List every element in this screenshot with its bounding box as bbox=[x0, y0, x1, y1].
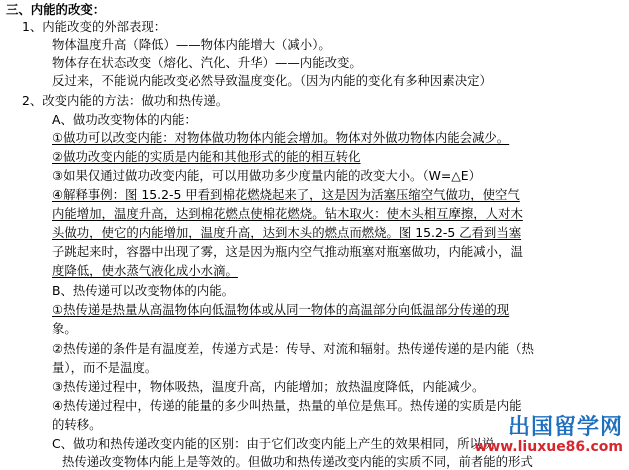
text-line: 量），而不是温度。 bbox=[52, 360, 158, 375]
text-line: ①热传递是热量从高温物体向低温物体或从同一物体的高温部分向低温部分传递的现 bbox=[52, 302, 510, 317]
text-line: 象。 bbox=[52, 321, 77, 336]
watermark-logo-text: 出国留学网 bbox=[507, 415, 623, 440]
text-line: 物体存在状态改变（熔化、汽化、升华）——内能改变。 bbox=[52, 55, 362, 70]
watermark-url: www.liuxue86.com bbox=[474, 439, 623, 455]
text-line: 反过来，不能说内能改变必然导致温度变化。（因为内能的变化有多种因素决定） bbox=[52, 73, 492, 88]
part-c-line: C、做功和热传递改变内能的区别：由于它们改变内能上产生的效果相同，所以说 bbox=[52, 436, 495, 451]
part-c-line: 热传递改变物体内能上是等效的。但做功和热传递改变内能的实质不同，前者能的形式 bbox=[62, 454, 533, 469]
part-a-title: A、做功改变物体的内能： bbox=[52, 112, 197, 127]
subsection-1-title: 1、内能改变的外部表现： bbox=[22, 19, 167, 34]
section-heading: 三、内能的改变： bbox=[6, 2, 106, 17]
text-line: ②热传递的条件是有温度差，传递方式是：传导、对流和辐射。热传递传递的是内能（热 bbox=[52, 341, 534, 356]
text-line: 的转移。 bbox=[52, 417, 102, 432]
text-line: ③如果仅通过做功改变内能，可以用做功多少度量内能的改变大小。（W=△E） bbox=[52, 168, 482, 183]
text-line: ②做功改变内能的实质是内能和其他形式的能的相互转化 bbox=[52, 149, 361, 164]
text-line: ③热传递过程中，物体吸热，温度升高，内能增加；放热温度降低，内能减少。 bbox=[52, 379, 485, 394]
text-line: ①做功可以改变内能：对物体做功物体内能会增加。物体对外做功物体内能会减少。 bbox=[52, 130, 510, 145]
text-line: ④热传递过程中，传递的能量的多少叫热量，热量的单位是焦耳。热传递的实质是内能 bbox=[52, 398, 522, 413]
text-line: 子跳起来时，容器中出现了雾，这是因为瓶内空气推动瓶塞对瓶塞做功，内能减小，温 bbox=[52, 244, 523, 259]
text-line: ④解释事例：图 15.2-5 甲看到棉花燃烧起来了，这是因为活塞压缩空气做功，使空气 bbox=[52, 187, 520, 202]
text-line: 内能增加，温度升高，达到棉花燃点使棉花燃烧。钻木取火：使木头相互摩擦，人对木 bbox=[52, 206, 523, 221]
part-b-title: B、热传递可以改变物体的内能。 bbox=[52, 283, 234, 298]
text-line: 物体温度升高（降低）——物体内能增大（减小）。 bbox=[52, 37, 331, 52]
subsection-2-title: 2、改变内能的方法：做功和热传递。 bbox=[22, 93, 229, 108]
watermark bbox=[474, 416, 623, 455]
text-line: 头做功，使它的内能增加，温度升高，达到木头的燃点而燃烧。图 15.2-5 乙看到当塞 bbox=[52, 225, 522, 240]
text-line: 度降低，使水蒸气液化成小水滴。 bbox=[52, 263, 238, 278]
